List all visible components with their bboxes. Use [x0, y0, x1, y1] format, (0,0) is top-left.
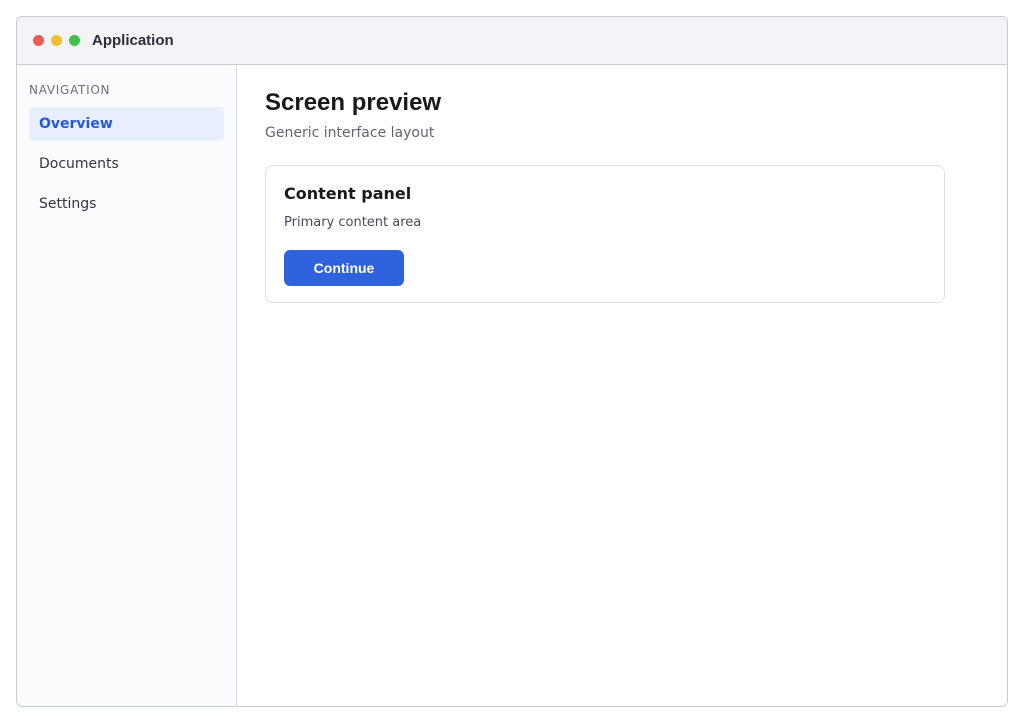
card-title: Content panel	[284, 184, 412, 203]
window-titlebar	[17, 17, 1007, 65]
app-body	[17, 65, 1007, 706]
main-content	[237, 65, 1007, 706]
sidebar-item-settings[interactable]	[29, 187, 224, 221]
card-text: Primary content area	[284, 215, 422, 230]
sidebar-item-label: Overview	[39, 116, 113, 132]
content-card	[265, 165, 945, 303]
close-window-icon[interactable]	[33, 35, 44, 46]
sidebar-item-documents[interactable]	[29, 147, 224, 181]
minimize-window-icon[interactable]	[51, 35, 62, 46]
sidebar-item-label: Settings	[39, 196, 97, 212]
page-title: Screen preview	[265, 89, 442, 116]
app-window	[16, 16, 1008, 707]
sidebar-title: NAVIGATION	[29, 83, 111, 97]
window-controls	[33, 35, 80, 46]
maximize-window-icon[interactable]	[69, 35, 80, 46]
sidebar	[17, 65, 237, 706]
continue-button[interactable]: Continue	[284, 250, 404, 286]
sidebar-item-label: Documents	[39, 156, 119, 172]
app-title: Application	[92, 32, 174, 49]
page-subtitle: Generic interface layout	[265, 125, 435, 141]
sidebar-item-overview[interactable]	[29, 107, 224, 141]
